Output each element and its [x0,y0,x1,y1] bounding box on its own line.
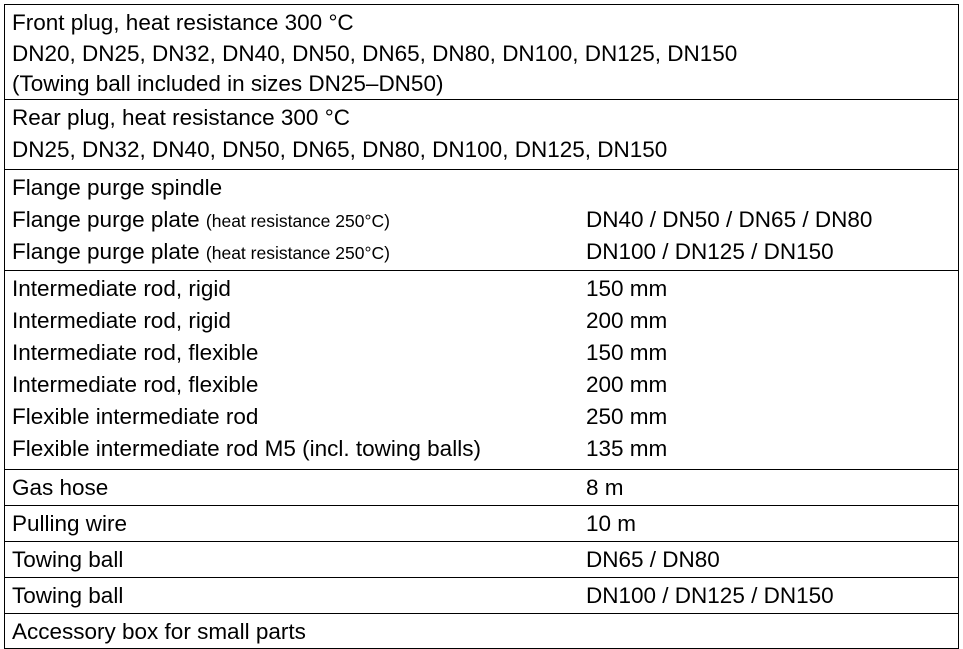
row-label: Flange purge spindle [12,175,223,200]
table-row-pulling-wire [5,506,958,542]
table-line [12,508,958,540]
table-line [12,369,958,401]
row-label: Intermediate rod, rigid [12,276,231,301]
row-value: 200 mm [586,372,668,397]
table-line [12,204,958,236]
row-label: DN25, DN32, DN40, DN50, DN65, DN80, DN100, DN125, DN150 [12,137,668,162]
row-label: Rear plug, heat resistance 300 °C [12,105,350,130]
row-label: (Towing ball included in sizes DN25–DN50) [12,70,444,96]
row-value: 150 mm [586,276,668,301]
row-note: (heat resistance 250°C) [205,211,390,231]
table-row-gas-hose [5,470,958,506]
row-value: 10 m [586,511,637,536]
table-line [12,472,958,504]
row-value: 200 mm [586,308,668,333]
table-row-intermediate-rods [5,271,958,470]
row-value: DN100 / DN125 / DN150 [586,239,834,264]
table-line [12,337,958,369]
row-label: DN20, DN25, DN32, DN40, DN50, DN65, DN80, DN100, DN125, DN150 [12,41,738,66]
row-value: DN100 / DN125 / DN150 [586,583,834,608]
row-label: Intermediate rod, flexible [12,372,259,397]
row-label: Flexible intermediate rod [12,404,259,429]
table-row-towing-ball-large [5,578,958,614]
table-row-rear-plug [5,100,958,170]
row-label: Intermediate rod, flexible [12,340,259,365]
row-label: Flange purge plate [12,207,200,232]
table-line [12,401,958,433]
table-line [12,580,958,612]
accessories-table [4,4,959,649]
row-value: 250 mm [586,404,668,429]
row-value: DN65 / DN80 [586,547,720,572]
row-label: Towing ball [12,583,124,608]
table-line [12,273,958,305]
row-label: Accessory box for small parts [12,619,306,644]
table-row-front-plug [5,5,958,100]
table-row-flange-purge [5,170,958,271]
table-line [12,236,958,268]
table-line [12,544,958,576]
table-row-towing-ball-small [5,542,958,578]
table-line [12,305,958,337]
row-value: 150 mm [586,340,668,365]
row-label: Front plug, heat resistance 300 °C [12,10,354,35]
row-value: DN40 / DN50 / DN65 / DN80 [586,207,873,232]
row-value: 135 mm [586,436,668,461]
row-label: Towing ball [12,547,124,572]
row-label: Gas hose [12,475,109,500]
row-note: (heat resistance 250°C) [205,243,390,263]
row-value: 8 m [586,475,624,500]
row-label: Pulling wire [12,511,128,536]
row-label: Flange purge plate [12,239,200,264]
row-label: Flexible intermediate rod M5 (incl. towing balls) [12,436,481,461]
row-label: Intermediate rod, rigid [12,308,231,333]
table-row-accessory-box [5,614,958,648]
table-line [12,433,958,465]
